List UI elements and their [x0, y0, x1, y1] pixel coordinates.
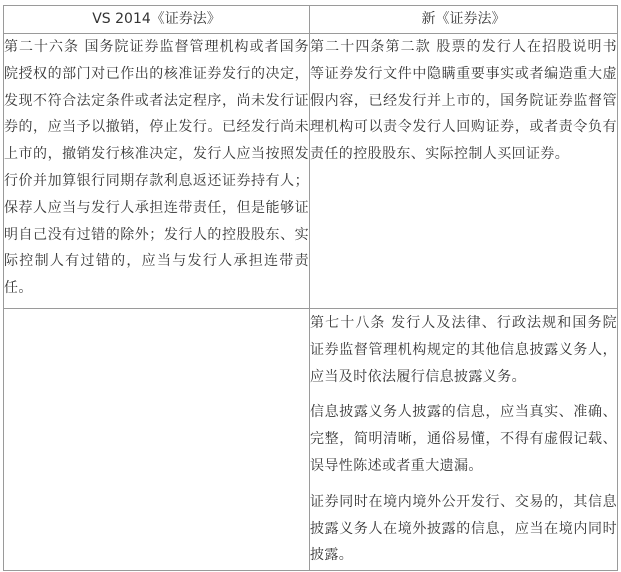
header-row [4, 6, 618, 34]
old-law-article-26: 第二十六条 国务院证券监督管理机构或者国务院授权的部门对已作出的核准证券发行的决定，发现不符合法定条件或者法定程序，尚未发行证券的，应当予以撤销，停止发行。已经发行尚未上市的，撤销发行核准决定，发行人应当按照发行价并加算银行同期存款利息返还证券持有人；保荐人应当与发行人承担连带责任，但是能够证明自己没有过错的除外；发行人的控股股东、实际控制人有过错的，应当与发行人承担连带责任。 [4, 39, 309, 297]
new-law-article-78-para-1: 第七十八条 发行人及法律、行政法规和国务院证券监督管理机构规定的其他信息披露义务人，应当及时依法履行信息披露义务。 [310, 315, 617, 385]
header-old-law: VS 2014《证券法》 [4, 6, 310, 34]
old-law-cell [4, 34, 310, 309]
old-law-cell-empty [4, 309, 310, 571]
new-law-article-78-para-3: 证券同时在境内境外公开发行、交易的，其信息披露义务人在境外披露的信息，应当在境内同时披露。 [310, 493, 617, 564]
header-new-law: 新《证券法》 [310, 6, 618, 34]
new-law-cell [310, 34, 618, 309]
new-law-article-78-para-2: 信息披露义务人披露的信息，应当真实、准确、完整，简明清晰，通俗易懂，不得有虚假记载、误导性陈述或者重大遗漏。 [310, 404, 617, 474]
table-row [4, 34, 618, 309]
new-law-cell [310, 309, 618, 571]
table-row [4, 309, 618, 571]
law-comparison-table [3, 5, 618, 571]
new-law-article-24: 第二十四条第二款 股票的发行人在招股说明书等证券发行文件中隐瞒重要事实或者编造重大虚假内容，已经发行并上市的，国务院证券监督管理机构可以责令发行人回购证券，或者责令负有责任的控股股东、实际控制人买回证券。 [310, 39, 617, 163]
